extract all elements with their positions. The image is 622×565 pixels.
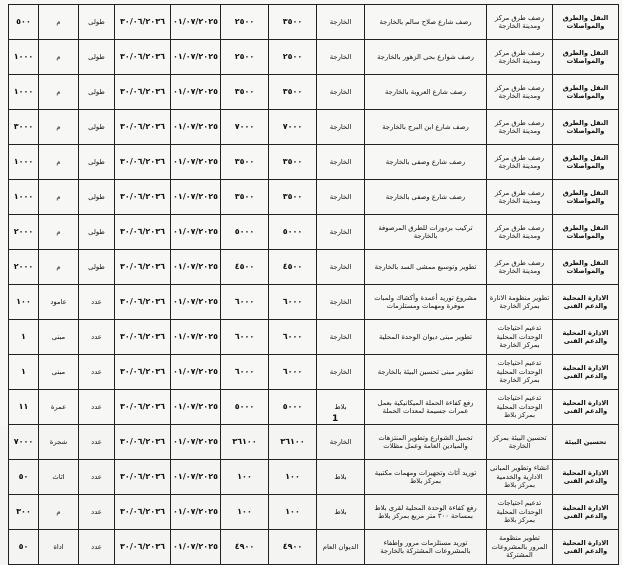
end-date-cell: ٣٠/٠٦/٢٠٣٦ [115, 75, 171, 110]
project-cell: تطوير منظومة الانارة بمركز الخارجة [487, 285, 553, 320]
cost-cell: ٣٦١٠٠ [269, 425, 317, 460]
date-cell: ٠١/٠٧/٢٠٢٥ [171, 460, 221, 495]
measure-cell: م [39, 75, 79, 110]
date-cell: ٠١/٠٧/٢٠٢٥ [171, 390, 221, 425]
admin-cell: بلاط [317, 390, 365, 425]
cost-cell-2: ٣٥٠٠ [221, 180, 269, 215]
admin-cell: الخارجة [317, 110, 365, 145]
end-date-cell: ٣٠/٠٦/٢٠٣٦ [115, 40, 171, 75]
end-date-cell: ٣٠/٠٦/٢٠٣٦ [115, 285, 171, 320]
admin-cell: الخارجة [317, 145, 365, 180]
cost-cell: ١٠٠ [269, 460, 317, 495]
quantity-cell: ١ [9, 355, 39, 390]
table-row [9, 145, 619, 180]
cost-cell-2: ١٠٠ [221, 495, 269, 530]
cost-cell: ٦٠٠٠ [269, 320, 317, 355]
cost-cell: ٧٠٠٠ [269, 110, 317, 145]
project-cell: انشاء وتطوير المبانى الادارية والخدمية بمركز بلاط [487, 460, 553, 495]
sector-cell: النقل والطرق والمواصلات [553, 215, 619, 250]
table-row [9, 40, 619, 75]
end-date-cell: ٣٠/٠٦/٢٠٣٦ [115, 180, 171, 215]
table-row [9, 390, 619, 425]
cost-cell-2: ٣٥٠٠ [221, 145, 269, 180]
measure-cell: م [39, 5, 79, 40]
cost-cell: ١٠٠ [269, 495, 317, 530]
date-cell: ٠١/٠٧/٢٠٢٥ [171, 285, 221, 320]
quantity-cell: ١٠٠٠ [9, 75, 39, 110]
project-cell: رصف طرق مركز ومدينة الخارجة [487, 145, 553, 180]
project-cell: تدعيم احتياجات الوحدات المحلية بمركز بلاط [487, 495, 553, 530]
quantity-cell: ٣٠٠ [9, 495, 39, 530]
end-date-cell: ٣٠/٠٦/٢٠٣٦ [115, 355, 171, 390]
table-row [9, 75, 619, 110]
sector-cell: الادارة المحلية والدعم الفنى [553, 390, 619, 425]
unit-cell: عدد [79, 495, 115, 530]
end-date-cell: ٣٠/٠٦/٢٠٣٦ [115, 425, 171, 460]
table-row [9, 110, 619, 145]
cost-cell: ٥٠٠٠ [269, 215, 317, 250]
cost-cell: ٤٥٠٠ [269, 250, 317, 285]
admin-cell: الديوان العام [317, 530, 365, 565]
table-row [9, 215, 619, 250]
cost-cell-2: ٣٥٠٠ [221, 75, 269, 110]
unit-cell: طولى [79, 215, 115, 250]
measure-cell: م [39, 215, 79, 250]
location-cell: توريد مستلزمات مرور وإطفاء بالمشروعات المشتركة بالخارجة [365, 530, 487, 565]
date-cell: ٠١/٠٧/٢٠٢٥ [171, 75, 221, 110]
sector-cell: الادارة المحلية والدعم الفنى [553, 320, 619, 355]
cost-cell: ٢٥٠٠ [269, 40, 317, 75]
cost-cell-2: ٢٥٠٠ [221, 40, 269, 75]
location-cell: توريد أثاث وتجهيزات ومهمات مكتبية بمركز بلاط [365, 460, 487, 495]
unit-cell: عدد [79, 320, 115, 355]
location-cell: رفع كفاءة الوحدة المحلية لقرى بلاط بمساحة ٣٠٠ متر مربع بمركز بلاط [365, 495, 487, 530]
end-date-cell: ٣٠/٠٦/٢٠٣٦ [115, 5, 171, 40]
project-cell: رصف طرق مركز ومدينة الخارجة [487, 180, 553, 215]
date-cell: ٠١/٠٧/٢٠٢٥ [171, 425, 221, 460]
quantity-cell: ١٠٠٠ [9, 40, 39, 75]
sector-cell: النقل والطرق والمواصلات [553, 75, 619, 110]
admin-cell: بلاط [317, 460, 365, 495]
table-row [9, 180, 619, 215]
unit-cell: عدد [79, 530, 115, 565]
cost-cell-2: ٦٠٠٠ [221, 355, 269, 390]
measure-cell: اداة [39, 530, 79, 565]
quantity-cell: ١١ [9, 390, 39, 425]
quantity-cell: ١٠٠٠ [9, 180, 39, 215]
project-cell: تدعيم احتياجات الوحدات المحلية بمركز بلاط [487, 390, 553, 425]
location-cell: مشروع توريد أعمدة وأكشاك ولمبات موفرة ومهمات ومستلزمات [365, 285, 487, 320]
cost-cell: ٦٠٠٠ [269, 355, 317, 390]
end-date-cell: ٣٠/٠٦/٢٠٣٦ [115, 460, 171, 495]
unit-cell: طولى [79, 40, 115, 75]
end-date-cell: ٣٠/٠٦/٢٠٣٦ [115, 495, 171, 530]
unit-cell: عدد [79, 390, 115, 425]
cost-cell-2: ٥٠٠٠ [221, 390, 269, 425]
measure-cell: م [39, 250, 79, 285]
location-cell: رفع كفاءة الحملة الميكانيكية بعمل عمرات جسيمة لمعدات الحملة [365, 390, 487, 425]
project-cell: رصف طرق مركز ومدينة الخارجة [487, 40, 553, 75]
sector-cell: النقل والطرق والمواصلات [553, 180, 619, 215]
date-cell: ٠١/٠٧/٢٠٢٥ [171, 5, 221, 40]
sector-cell: النقل والطرق والمواصلات [553, 250, 619, 285]
location-cell: رصف شارع وصفى بالخارجة [365, 145, 487, 180]
measure-cell: عمرة [39, 390, 79, 425]
sector-cell: الادارة المحلية والدعم الفنى [553, 460, 619, 495]
end-date-cell: ٣٠/٠٦/٢٠٣٦ [115, 320, 171, 355]
unit-cell: طولى [79, 145, 115, 180]
cost-cell-2: ٦٠٠٠ [221, 320, 269, 355]
sector-cell: النقل والطرق والمواصلات [553, 145, 619, 180]
unit-cell: عدد [79, 285, 115, 320]
unit-cell: طولى [79, 5, 115, 40]
quantity-cell: ١٠٠ [9, 285, 39, 320]
table-row [9, 425, 619, 460]
sector-cell: النقل والطرق والمواصلات [553, 5, 619, 40]
quantity-cell: ٢٠٠٠ [9, 250, 39, 285]
sector-cell: الادارة المحلية والدعم الفنى [553, 285, 619, 320]
sector-cell: الادارة المحلية والدعم الفنى [553, 530, 619, 565]
end-date-cell: ٣٠/٠٦/٢٠٣٦ [115, 110, 171, 145]
date-cell: ٠١/٠٧/٢٠٢٥ [171, 495, 221, 530]
quantity-cell: ٥٠ [9, 530, 39, 565]
project-cell: رصف طرق مركز ومدينة الخارجة [487, 250, 553, 285]
cost-cell-2: ٢٥٠٠ [221, 5, 269, 40]
quantity-cell: ٧٠٠٠ [9, 425, 39, 460]
cost-cell-2: ٦٠٠٠ [221, 285, 269, 320]
date-cell: ٠١/٠٧/٢٠٢٥ [171, 180, 221, 215]
table-row [9, 285, 619, 320]
end-date-cell: ٣٠/٠٦/٢٠٣٦ [115, 530, 171, 565]
cost-cell: ٣٥٠٠ [269, 75, 317, 110]
unit-cell: طولى [79, 110, 115, 145]
table-row [9, 530, 619, 565]
project-cell: تحسين البيئة بمركز الخارجة [487, 425, 553, 460]
location-cell: رصف شارع ابن البرج بالخارجة [365, 110, 487, 145]
unit-cell: طولى [79, 180, 115, 215]
cost-cell-2: ٧٠٠٠ [221, 110, 269, 145]
date-cell: ٠١/٠٧/٢٠٢٥ [171, 530, 221, 565]
quantity-cell: ٢٠٠٠ [9, 215, 39, 250]
unit-cell: عدد [79, 460, 115, 495]
end-date-cell: ٣٠/٠٦/٢٠٣٦ [115, 250, 171, 285]
location-cell: رصف شارع صلاح سالم بالخارجة [365, 5, 487, 40]
table-row [9, 355, 619, 390]
date-cell: ٠١/٠٧/٢٠٢٥ [171, 355, 221, 390]
cost-cell: ٣٥٠٠ [269, 145, 317, 180]
cost-cell: ٥٠٠٠ [269, 390, 317, 425]
admin-cell: الخارجة [317, 355, 365, 390]
admin-cell: الخارجة [317, 285, 365, 320]
cost-cell: ٦٠٠٠ [269, 285, 317, 320]
date-cell: ٠١/٠٧/٢٠٢٥ [171, 320, 221, 355]
project-cell: رصف طرق مركز ومدينة الخارجة [487, 75, 553, 110]
table-row [9, 250, 619, 285]
cost-cell: ٣٥٠٠ [269, 5, 317, 40]
measure-cell: م [39, 495, 79, 530]
end-date-cell: ٣٠/٠٦/٢٠٣٦ [115, 390, 171, 425]
project-cell: تدعيم احتياجات الوحدات المحلية بمركز الخارجة [487, 320, 553, 355]
unit-cell: عدد [79, 425, 115, 460]
date-cell: ٠١/٠٧/٢٠٢٥ [171, 145, 221, 180]
location-cell: رصف شارع العروبة بالخارجة [365, 75, 487, 110]
unit-cell: طولى [79, 250, 115, 285]
unit-cell: عدد [79, 355, 115, 390]
measure-cell: مبنى [39, 355, 79, 390]
measure-cell: مبنى [39, 320, 79, 355]
date-cell: ٠١/٠٧/٢٠٢٥ [171, 40, 221, 75]
end-date-cell: ٣٠/٠٦/٢٠٣٦ [115, 145, 171, 180]
admin-cell: الخارجة [317, 215, 365, 250]
measure-cell: م [39, 110, 79, 145]
sector-cell: النقل والطرق والمواصلات [553, 40, 619, 75]
unit-cell: طولى [79, 75, 115, 110]
sector-cell: الادارة المحلية والدعم الفنى [553, 495, 619, 530]
page-number: 1 [332, 414, 339, 424]
cost-cell-2: ٥٠٠٠ [221, 215, 269, 250]
date-cell: ٠١/٠٧/٢٠٢٥ [171, 110, 221, 145]
end-date-cell: ٣٠/٠٦/٢٠٣٦ [115, 215, 171, 250]
admin-cell: الخارجة [317, 75, 365, 110]
measure-cell: عامود [39, 285, 79, 320]
quantity-cell: ٥٠ [9, 460, 39, 495]
sector-cell: النقل والطرق والمواصلات [553, 110, 619, 145]
measure-cell: م [39, 145, 79, 180]
admin-cell: الخارجة [317, 320, 365, 355]
cost-cell-2: ٤٥٠٠ [221, 250, 269, 285]
sector-cell: الادارة المحلية والدعم الفنى [553, 355, 619, 390]
location-cell: تجميل الشوارع وتطوير المنتزهات والميادين العامة وعمل مظلات [365, 425, 487, 460]
date-cell: ٠١/٠٧/٢٠٢٥ [171, 215, 221, 250]
admin-cell: الخارجة [317, 250, 365, 285]
location-cell: رصف شوارع بحى الزهور بالخارجة [365, 40, 487, 75]
measure-cell: م [39, 40, 79, 75]
quantity-cell: ١٠٠٠ [9, 145, 39, 180]
location-cell: تطوير مبنى ديوان الوحدة المحلية [365, 320, 487, 355]
admin-cell: الخارجة [317, 180, 365, 215]
admin-cell: الخارجة [317, 5, 365, 40]
measure-cell: شجرة [39, 425, 79, 460]
admin-cell: بلاط [317, 495, 365, 530]
cost-cell-2: ٣٦١٠٠ [221, 425, 269, 460]
sector-cell: تحسين البيئة [553, 425, 619, 460]
location-cell: تركيب بردورات للطرق المرصوفة بالخارجة [365, 215, 487, 250]
cost-cell: ٤٩٠٠ [269, 530, 317, 565]
location-cell: تطوير وتوسيع ممشى السد بالخارجة [365, 250, 487, 285]
measure-cell: اثاث [39, 460, 79, 495]
table-row [9, 320, 619, 355]
projects-table [8, 4, 619, 565]
project-cell: رصف طرق مركز ومدينة الخارجة [487, 5, 553, 40]
project-cell: تدعيم احتياجات الوحدات المحلية بمركز الخارجة [487, 355, 553, 390]
quantity-cell: ٣٠٠٠ [9, 110, 39, 145]
project-cell: رصف طرق مركز ومدينة الخارجة [487, 110, 553, 145]
quantity-cell: ٥٠٠ [9, 5, 39, 40]
quantity-cell: ١ [9, 320, 39, 355]
location-cell: تطوير مبنى تحسين البيئة بالخارجة [365, 355, 487, 390]
table-row [9, 5, 619, 40]
measure-cell: م [39, 180, 79, 215]
cost-cell-2: ٤٩٠٠ [221, 530, 269, 565]
project-cell: رصف طرق مركز ومدينة الخارجة [487, 215, 553, 250]
table-row [9, 495, 619, 530]
admin-cell: الخارجة [317, 425, 365, 460]
cost-cell: ٣٥٠٠ [269, 180, 317, 215]
cost-cell-2: ١٠٠ [221, 460, 269, 495]
table-row [9, 460, 619, 495]
admin-cell: الخارجة [317, 40, 365, 75]
project-cell: تطوير منظومة المرور بالمشروعات المشتركة [487, 530, 553, 565]
date-cell: ٠١/٠٧/٢٠٢٥ [171, 250, 221, 285]
location-cell: رصف شارع وصفى بالخارجة [365, 180, 487, 215]
